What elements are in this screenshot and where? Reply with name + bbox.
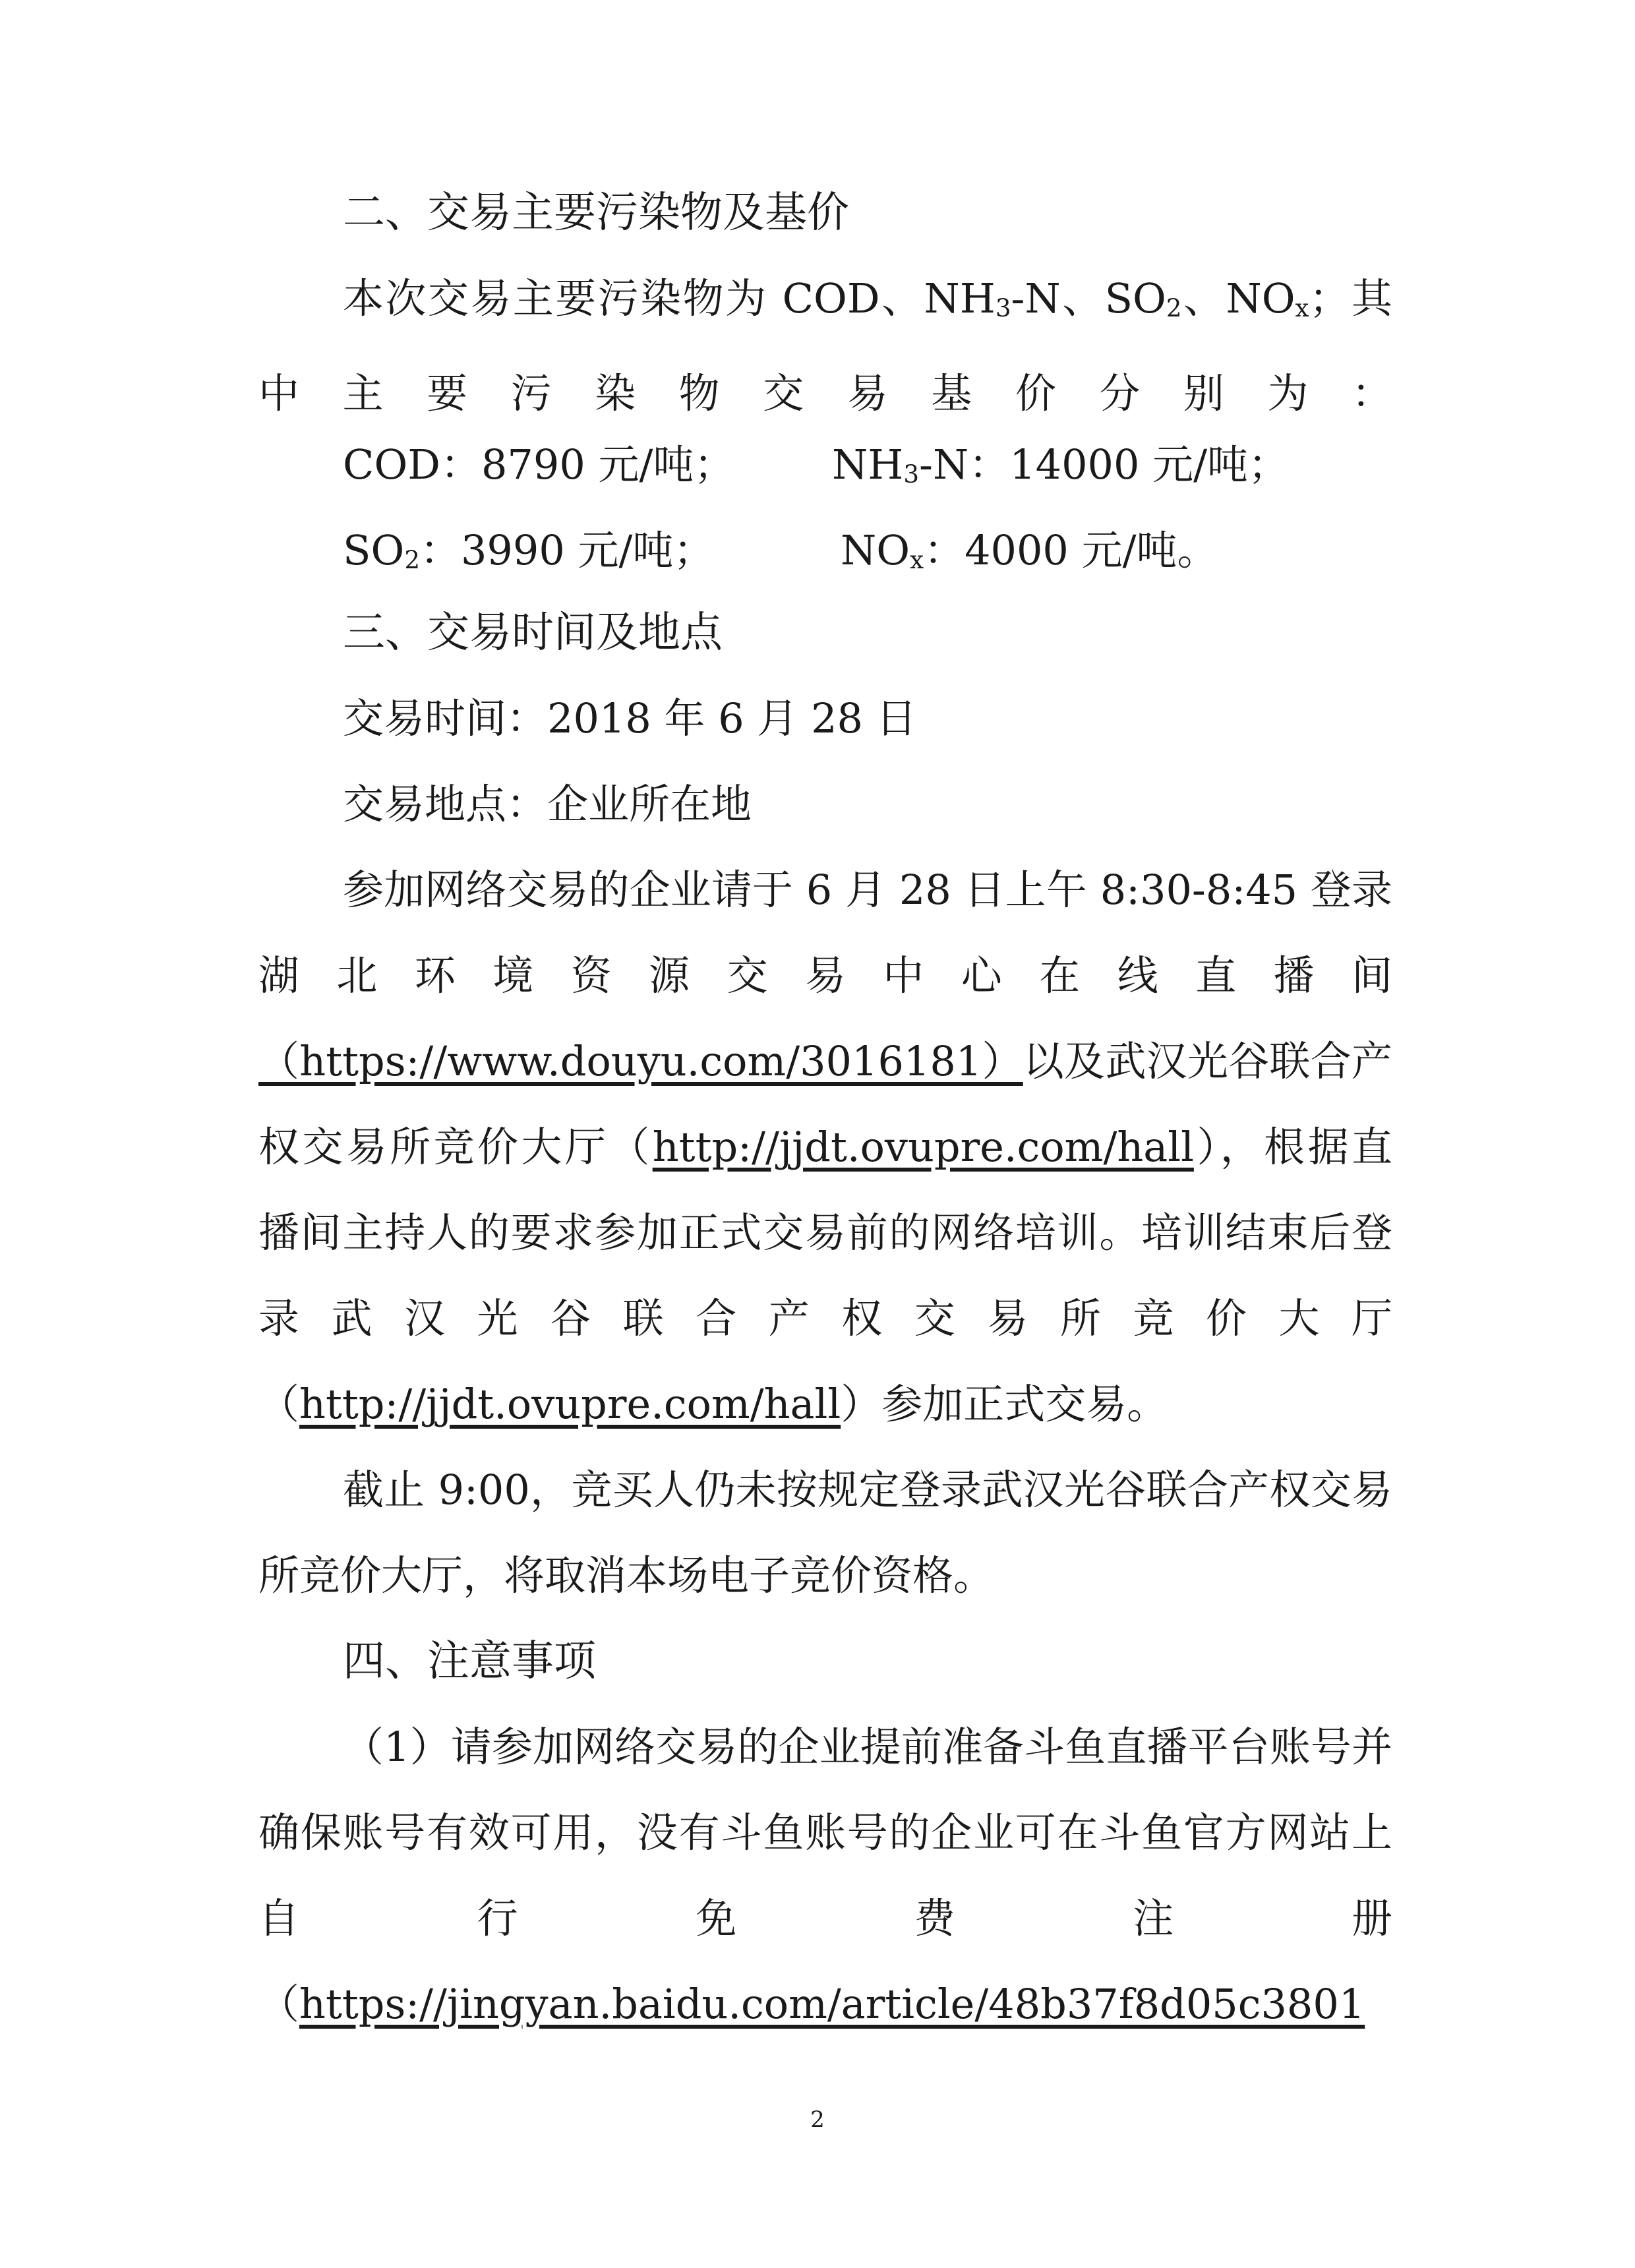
notice-text-a: （1）请参加网络交易的企业提前准备斗鱼直播平台账号并确保账号有效可用，没有斗鱼账号的企业可在斗鱼官方网站上自行免费注册（ (258, 1723, 1392, 2028)
network-trade-paragraph (258, 847, 1392, 1447)
intro-text-d: ；其中主要污染物交易基价分别为： (258, 274, 1392, 417)
page-number: 2 (810, 2106, 825, 2133)
intro-text-a: 本次交易主要污染物为 COD、NH (343, 274, 996, 322)
nox-subscript: x (910, 545, 924, 574)
nh3-subscript: 3 (903, 460, 919, 489)
nh3-label: NH (832, 440, 904, 489)
section-heading-4: 四、注意事项 (343, 1637, 596, 1686)
nox-label: NO (841, 526, 910, 574)
price-nh3n (832, 432, 1289, 507)
section-heading-2: 二、交易主要污染物及基价 (343, 189, 849, 237)
bidding-hall-link-2[interactable]: http://jjdt.ovupre.com/hall (299, 1380, 841, 1428)
price-cod: COD：8790 元/吨； (343, 440, 735, 489)
deadline-paragraph: 截止 9:00，竞买人仍未按规定登录武汉光谷联合产权交易所竞价大厅，将取消本场电子竞价资格。 (258, 1466, 1392, 1599)
intro-text-c: 、NO (1181, 274, 1295, 322)
trade-place: 交易地点：企业所在地 (343, 780, 752, 828)
network-text-c: ），根据直播间主持人的要求参加正式交易前的网络培训。培训结束后登录武汉光谷联合产权交易所竞价大厅（ (258, 1123, 1392, 1428)
bidding-hall-link[interactable]: http://jjdt.ovupre.com/hall (652, 1123, 1194, 1171)
pollutant-intro-paragraph (258, 256, 1392, 436)
intro-no-subscript: x (1295, 293, 1309, 322)
network-text-a: 参加网络交易的企业请于 6 月 28 日上午 8:30-8:45 登录湖北环境资源交易中心在线直播间 (258, 866, 1392, 1000)
nox-value: ：4000 元/吨。 (924, 526, 1218, 574)
intro-nh-subscript: 3 (995, 293, 1011, 322)
price-nox (841, 518, 1218, 593)
so2-value: ：3990 元/吨； (419, 526, 715, 574)
notice-paragraph-1 (258, 1704, 1392, 2047)
network-text-d: ）参加正式交易。 (841, 1380, 1168, 1428)
so2-label: SO (343, 526, 405, 574)
intro-so-subscript: 2 (1166, 293, 1182, 322)
nh3-value: -N：14000 元/吨； (919, 440, 1290, 489)
douyu-live-link[interactable]: （https://www.douyu.com/3016181） (258, 1037, 1023, 1085)
network-text-b: 以及武汉光谷联合产权交易所竞价大厅（ (258, 1037, 1392, 1171)
trade-time: 交易时间：2018 年 6 月 28 日 (343, 694, 917, 742)
section-heading-3: 三、交易时间及地点 (343, 609, 723, 657)
so2-subscript: 2 (404, 545, 420, 574)
register-guide-link[interactable]: https://jingyan.baidu.com/article/48b37f8d05c3801 (299, 1980, 1365, 2028)
price-so2 (343, 518, 714, 593)
intro-text-b: -N、SO (1011, 274, 1166, 322)
